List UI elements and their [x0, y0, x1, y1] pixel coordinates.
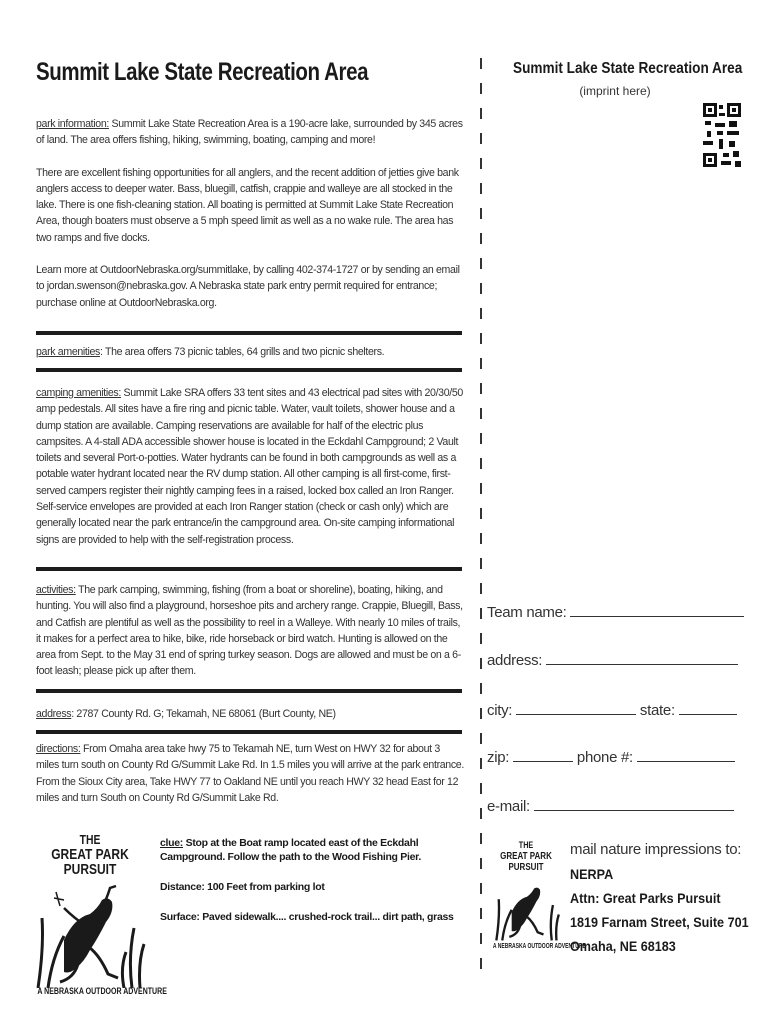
section-divider [36, 368, 462, 372]
cut-line-divider [478, 58, 484, 968]
cut-line-dash [480, 183, 482, 194]
team-name-blank[interactable] [570, 602, 744, 617]
city-blank[interactable] [516, 700, 636, 715]
logo-line-1: THE [79, 832, 101, 847]
logo-line-3: PURSUIT [63, 861, 117, 878]
clue-label: clue: [160, 837, 184, 849]
cut-line-dash [480, 958, 482, 969]
park-information-label: park information: [36, 118, 109, 130]
camping-amenities-label: camping amenities: [36, 387, 121, 399]
zip-phone-field[interactable] [487, 747, 735, 766]
cut-line-dash [480, 283, 482, 294]
section-divider [36, 730, 462, 734]
section-divider [36, 567, 462, 571]
cut-line-dash [480, 683, 482, 694]
camping-amenities-text: Summit Lake SRA offers 33 tent sites and 43 electrical pad sites with 20/30/50 amp pedestals. All sites have a fire ring and picnic table. Water, vault toilets, shower house and a dump station are available. Camping reservations are available for half of the electric plus campsites. A 4-stall ADA accessible shower house is located in the Eckdahl Campground; 2 Vault toilets and several Port-o-potties. Water hydrants can be found in both campgrounds as well as a potable water hydrant located near the RV dump station. All other camping is all first-come, first-served campers register their nightly camping fees in a raised, locked box called an Iron Ranger. Self-service envelopes are provided at each Iron Ranger station (check or cash only) which are generally located near the park entrance/in the campground area. On-site camping informational signs are provided to help with the self-registration process. [36, 387, 463, 546]
section-divider [36, 689, 462, 693]
park-information-text: Summit Lake State Recreation Area is a 190-acre lake, surrounded by 345 acres of land. The area offers fishing, hiking, swimming, boating, camping and more! [36, 118, 463, 147]
cut-line-dash [480, 158, 482, 169]
cut-line-dash [480, 258, 482, 269]
qr-code-icon [703, 103, 741, 167]
clue-text: Stop at the Boat ramp located east of the Eckdahl Campground. Follow the path to the Wood Fishing Pier. [160, 837, 421, 863]
cut-line-dash [480, 358, 482, 369]
logo-small-tagline: A NEBRASKA OUTDOOR ADVENTURE [492, 943, 586, 950]
mailing-address [570, 838, 760, 958]
phone-blank[interactable] [637, 747, 735, 762]
cut-line-dash [480, 208, 482, 219]
section-divider [36, 331, 462, 335]
state-blank[interactable] [679, 700, 737, 715]
cut-line-dash [480, 783, 482, 794]
cut-line-dash [480, 858, 482, 869]
address-label: address [36, 708, 72, 720]
cut-line-dash [480, 733, 482, 744]
park-amenities-label: park amenities [36, 346, 100, 358]
camping-amenities-section [36, 385, 464, 548]
park-amenities-text: : The area offers 73 picnic tables, 64 grills and two picnic shelters. [100, 346, 385, 358]
address-field[interactable] [487, 650, 738, 669]
mail-street: 1819 Farnam Street, Suite 701 [570, 914, 749, 930]
great-park-pursuit-logo [30, 832, 167, 1002]
address-text: : 2787 County Rd. G; Tekamah, NE 68061 (Burt County, NE) [71, 708, 336, 720]
clue-surface: Surface: Paved sidewalk.... crushed-rock trail... dirt path, grass [160, 911, 454, 923]
cut-line-dash [480, 758, 482, 769]
learn-more-paragraph: Learn more at OutdoorNebraska.org/summitlake, by calling 402-374-1727 or by sending an email to jordan.swenson@nebraska.gov. A Nebraska state park entry permit required for entrance; purchase online at OutdoorNebraska.org. [36, 264, 460, 309]
address-blank[interactable] [546, 650, 738, 665]
frog-illustration-icon [34, 878, 146, 988]
mail-attn: Attn: Great Parks Pursuit [570, 890, 721, 906]
city-label: city: [487, 702, 513, 719]
park-amenities-section [36, 344, 464, 360]
email-label: e-mail: [487, 798, 530, 815]
activities-text: The park camping, swimming, fishing (from a boat or shoreline), boating, hiking, and hunting. You will also find a playground, horseshoe pits and archery range. Crappie, Bluegill, Bass, and Catfish are plentiful as well as the possibility to reel in a Walleye. With nearly 10 miles of trails, it makes for a perfect area to hike, bike, ride horseback or bird watch. Hunting is allowed on the area from Sept. to the May 31 end of spring turkey season. Dogs are allowed and must be on a 6-foot leash; please pick up after them. [36, 584, 463, 678]
cut-line-dash [480, 908, 482, 919]
logo-small-line-1: THE [518, 840, 534, 850]
logo-tagline: A NEBRASKA OUTDOOR ADVENTURE [37, 986, 167, 996]
cut-line-dash [480, 883, 482, 894]
cut-line-dash [480, 633, 482, 644]
directions-section [36, 741, 464, 806]
frog-illustration-small-icon [494, 874, 560, 942]
cut-line-dash [480, 58, 482, 69]
activities-label: activities: [36, 584, 76, 596]
state-label: state: [639, 702, 675, 719]
directions-text-sioux-city: From the Sioux City area, Take HWY 77 to Oakland NE until you reach HWY 32 head East for 12 miles and turn South on County Rd G/Summit Lake Rd. [36, 775, 459, 804]
cut-line-dash [480, 483, 482, 494]
cut-line-dash [480, 458, 482, 469]
cut-line-dash [480, 708, 482, 719]
cut-line-dash [480, 433, 482, 444]
page-title: Summit Lake State Recreation Area [36, 58, 369, 86]
email-field[interactable] [487, 796, 734, 815]
email-blank[interactable] [534, 796, 734, 811]
cut-line-dash [480, 508, 482, 519]
cut-line-dash [480, 333, 482, 344]
mail-org: NERPA [570, 866, 614, 882]
cut-line-dash [480, 558, 482, 569]
phone-label: phone #: [576, 749, 633, 766]
logo-small-line-3: PURSUIT [508, 862, 544, 873]
clue-section [160, 836, 460, 940]
park-information-section [36, 116, 464, 311]
imprint-placeholder: (imprint here) [579, 84, 651, 98]
team-name-label: Team name: [487, 604, 567, 621]
logo-small-line-2: GREAT PARK [500, 851, 552, 862]
fishing-paragraph: There are excellent fishing opportunities for all anglers, and the recent addition of jetties give bank anglers access to deeper water. Bass, bluegill, catfish, crappie and walleye are all stocked in the lake. There is one fish-cleaning station. All boating is permitted at Summit Lake State Recreation Area, though boaters must observe a 5 mph speed limit as well as a no wake rule. The area has two ramps and five docks. [36, 166, 459, 244]
great-park-pursuit-logo-small [490, 840, 586, 956]
mail-intro: mail nature impressions to: [570, 841, 742, 858]
address-section [36, 706, 464, 722]
cut-line-dash [480, 133, 482, 144]
cut-line-dash [480, 108, 482, 119]
cut-line-dash [480, 658, 482, 669]
team-name-field[interactable] [487, 602, 744, 621]
zip-blank[interactable] [513, 747, 573, 762]
directions-label: directions: [36, 743, 81, 755]
cut-line-dash [480, 308, 482, 319]
cut-line-dash [480, 83, 482, 94]
cut-line-dash [480, 933, 482, 944]
clue-distance: Distance: 100 Feet from parking lot [160, 881, 325, 893]
activities-section [36, 582, 464, 680]
cut-line-dash [480, 408, 482, 419]
cut-line-dash [480, 808, 482, 819]
logo-line-2: GREAT PARK [51, 846, 129, 863]
address-field-label: address: [487, 652, 543, 669]
mail-city: Omaha, NE 68183 [570, 938, 676, 954]
directions-text-omaha: From Omaha area take hwy 75 to Tekamah NE, turn West on HWY 32 for about 3 miles turn south on County Rd G/Summit Lake Rd. In 1.5 miles you will arrive at the park entrance. [36, 743, 464, 772]
cut-line-dash [480, 383, 482, 394]
cut-line-dash [480, 583, 482, 594]
cut-line-dash [480, 233, 482, 244]
city-state-field[interactable] [487, 700, 737, 719]
cut-line-dash [480, 833, 482, 844]
cut-line-dash [480, 533, 482, 544]
zip-label: zip: [487, 749, 510, 766]
cut-line-dash [480, 608, 482, 619]
side-title: Summit Lake State Recreation Area [513, 60, 743, 77]
